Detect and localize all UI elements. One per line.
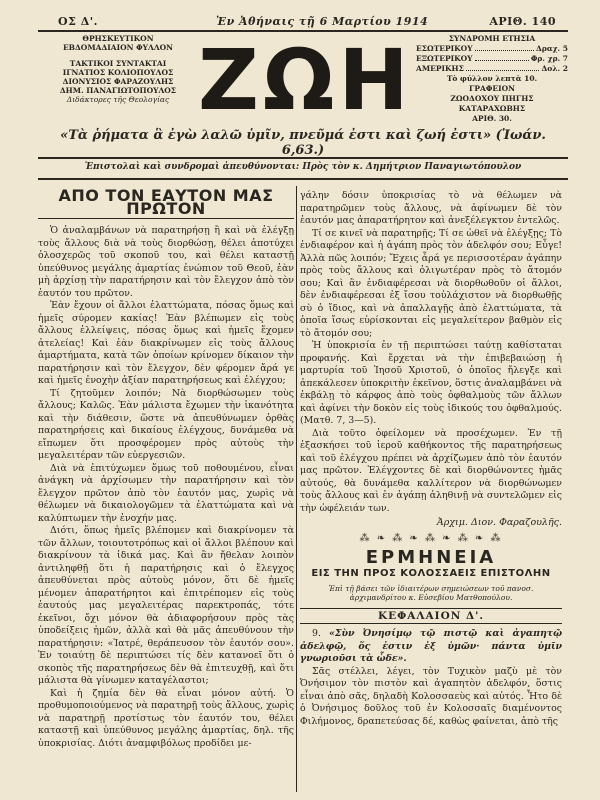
office-heading: ΓΡΑΦΕΙΟΝ bbox=[469, 84, 515, 93]
article-continuation: Ἡ ὑποκρισία ἐν τῇ περιπτώσει ταύτῃ καθίσταται προφανής. Καὶ ἔρχεται νὰ τὴν ἐπιβεβαιώσῃ ἡ μαρτυρία τοῦ Ἰησοῦ Χριστοῦ, ὁ ὁποῖος ἤλεγξε καὶ ἀπεκάλεσεν ὑποκριτὴν ἐκεῖνον, ὅστις ἀναλαμβάνει νὰ ἐκβάλῃ τὸ κάρφος ἀπὸ τοὺς ὀφθαλμοὺς τῶν ἄλλων καὶ ἀφίνει τὴν δοκὸν εἰς τοὺς ἰδικούς του ὀφθαλμούς. (Ματθ. 7, 3—5). bbox=[300, 340, 562, 426]
subscription-rate-row bbox=[416, 44, 568, 54]
editors-heading: ΤΑΚΤΙΚΟΙ ΣΥΝΤΑΚΤΑΙ bbox=[69, 59, 167, 68]
notice-rule bbox=[38, 178, 568, 180]
verse-text: «Σὺν Ὀνησίμῳ τῷ πιστῷ καὶ ἀγαπητῷ ἀδελφῷ, ὅς ἐστιν ἐξ ὑμῶν· πάντα ὑμῖν γνωριοῦσι τὰ ὧδε». bbox=[300, 628, 563, 664]
subscription-rate-row bbox=[416, 64, 568, 74]
editor-name: ΔΗΜ. ΠΑΝΑΓΙΩΤΟΠΟΥΛΟΣ bbox=[59, 86, 177, 95]
issue-number: ΑΡΙΘ. 140 bbox=[489, 15, 556, 28]
article-paragraph: Ἐὰν ἔχουν οἱ ἄλλοι ἐλαττώματα, πόσας ὅμως καὶ ἡμεῖς σύρομεν κακίας! Ἐὰν βλέπωμεν εἰς τοὺς ἄλλους ἐλλείψεις, πόσας ὅμως καὶ ἡμεῖς ἔχομεν ἀτελείας! Καὶ ἐὰν διακρίνωμεν εἰς τοὺς ἄλλους ἁμαρτήματα, κατὰ τῶν ὁποίων κρίνομεν δίκαιον τὴν παρατήρησιν καὶ τὸν ἔλεγχον, δὲν φέρομεν ἄρά γε καὶ ἡμεῖς ἐνοχὴν ἀξίαν παρατηρήσεως καὶ ἐλέγχου; bbox=[38, 300, 294, 386]
hermeneia-subtitle: ΕΙΣ ΤΗΝ ΠΡΟΣ ΚΟΛΟΣΣΑΕΙΣ ΕΠΙΣΤΟΛΗΝ bbox=[311, 568, 551, 579]
column-divider bbox=[296, 186, 297, 792]
masthead-right-block bbox=[416, 34, 568, 124]
paper-type-line1: ΘΡΗΣΚΕΥΤΙΚΟΝ bbox=[82, 34, 154, 43]
hermeneia-note: Ἐπὶ τῇ βάσει τῶν ἰδιαιτέρων σημειώσεων τοῦ πανοσ. ἀρχιμανδρίτου κ. Εὐσεβίου Ματθοπούλου. bbox=[328, 583, 534, 602]
header-rule bbox=[38, 157, 568, 159]
chapter-heading: ΚΕΦΑΛΑΙΟΝ Δ'. bbox=[300, 608, 562, 625]
masthead-left-block bbox=[38, 34, 198, 104]
article-continuation: Διὰ τοῦτο ὀφείλομεν νὰ προσέχωμεν. Ἐν τῇ ἐξασκήσει τοῦ ἱεροῦ καθήκοντος τῆς παρατηρήσεως καὶ τοῦ ἐλέγχου πρέπει νὰ ἀρχίζωμεν ἀπὸ τὸν ἑαυτόν μας πρῶτον. Ἐλέγχοντες δὲ καὶ διορθώνοντες ἡμᾶς αὐτούς, θὰ δυνάμεθα καλλίτερον νὰ διορθώνωμεν τοὺς ἄλλους καὶ ἐν ἀγάπῃ ἀληθινῇ νὰ συντελῶμεν εἰς τὴν ὠφέλειάν των. bbox=[300, 427, 562, 514]
subscription-heading: ΣΥΝΔΡΟΜΗ ΕΤΗΣΙΑ bbox=[448, 34, 536, 43]
article-paragraph: Διὰ νὰ ἐπιτύχωμεν ὅμως τοῦ ποθουμένου, εἶναι ἀνάγκη νὰ ἀρχίσωμεν τὴν παρατήρησιν καὶ τὸν ἔλεγχον πρῶτον ἀπὸ τὸν ἑαυτόν μας, χωρὶς νὰ θέλωμεν νὰ δικαιολογῶμεν τὰ ἐλαττώματα καὶ νὰ καλύπτωμεν τὴν ἐνοχήν μας. bbox=[38, 462, 294, 524]
sheet-price: Τὸ φύλλον λεπτὰ 10. bbox=[446, 74, 538, 83]
office-number: ΑΡΙΘ. 30. bbox=[472, 114, 512, 123]
article-continuation: Τί σε κινεῖ νὰ παρατηρῇς; Τί σε ὠθεῖ νὰ ἐλέγξῃς; Τὸ ἐνδιαφέρον καὶ ἡ ἀγάπη πρὸς τὸν ἀδελφόν σου; Εὖγε! Ἀλλὰ πῶς λοιπόν; Ἔχεις ἆρά γε περισσοτέραν ἀγάπην πρὸς τοὺς ἄλλους καὶ ὀλιγωτέραν πρὸς τὸ ἄτομόν σου; Καὶ ἂν ἐνδιαφέρεσαι νὰ διορθωθοῦν οἱ ἄλλοι, δὲν ἐνδιαφέρεσαι ἐξ ἴσου τοὐλάχιστον νὰ διορθωθῇς σὺ ὁ ἴδιος, καὶ νὰ ἀπαλλαγῇς ἀπὸ ἐλαττώματα, τὰ ὁποῖα ἴσως εὑρίσκονται εἰς μεγαλείτερον βαθμὸν εἰς τὸ ἄτομόν σου; bbox=[300, 227, 562, 339]
editor-name: ΙΓΝΑΤΙΟΣ ΚΟΛΙΟΠΟΥΛΟΣ bbox=[62, 68, 174, 77]
motto-quote: «Τὰ ῥήματα ἃ ἐγὼ λαλῶ ὑμῖν, πνεῦμά ἐστι καὶ ζωή ἐστι» (Ἰωάν. 6,63.) bbox=[60, 128, 546, 158]
article-paragraph: Καὶ ἡ ζημία δὲν θὰ εἶναι μόνον αὐτή. Ὁ προθυμοποιούμενος νὰ παρατηρῇ τοὺς ἄλλους, χωρὶς νὰ παρατηρῇ προτίστως τὸν ἑαυτόν του, θέλει καταστῇ καὶ ὑπεύθυνος μεγάλης ἁμαρτίας, δηλ. τῆς ὑποκρισίας. Διότι ἀναμφιβόλως προδίδει με- bbox=[38, 687, 294, 749]
verse-number: 9. bbox=[312, 628, 321, 639]
article-paragraph: Τί ζητοῦμεν λοιπόν; Νὰ διορθώσωμεν τοὺς ἄλλους; Καλῶς. Ἐὰν μάλιστα ἔχωμεν τὴν ἱκανότητα καὶ τὴν διάθεσιν, ὥστε νὰ ἀπευθύνωμεν ὀρθὰς παρατηρήσεις καὶ δικαίους ἐλέγχους, δυνάμεθα νὰ εἴπωμεν ὅτι προσφέρομεν πρὸς αὐτοὺς τὴν μεγαλειτέραν τῶν εὐεργεσιῶν. bbox=[38, 387, 294, 461]
rate-label: ΕΣΩΤΕΡΙΚΟΥ bbox=[416, 44, 473, 53]
article-left-column bbox=[38, 186, 294, 750]
verse-paragraph bbox=[300, 628, 562, 666]
rate-value: Δραχ. 5 bbox=[536, 44, 568, 53]
rate-value: Φρ. χρ. 7 bbox=[530, 54, 568, 63]
article-right-column bbox=[300, 190, 562, 728]
article-signature: Ἀρχιμ. Διον. Φαραζουλῆς. bbox=[436, 517, 562, 528]
subscription-rate-row bbox=[416, 54, 568, 64]
rate-value: Δολ. 2 bbox=[541, 64, 568, 73]
article-continuation: γάλην δόσιν ὑποκρισίας τὸ νὰ θέλωμεν νὰ παρατηρῶμεν τοὺς ἄλλους, νὰ ἀφίνωμεν δὲ τὸν ἑαυτόν μας ἀπαρατήρητον καὶ ἀνεξέλεγκτον ἐντελῶς. bbox=[300, 190, 562, 226]
hermeneia-title: ΕΡΜΗΝΕΙΑ bbox=[365, 547, 497, 568]
issue-label: ΟΣ Δ'. bbox=[58, 15, 98, 28]
top-header-line bbox=[38, 14, 568, 32]
ornamental-divider: ⁂ ❧ ⁂ ❧ ⁂ ❧ ⁂ ❧ ⁂ bbox=[359, 532, 503, 544]
dateline: Ἐν Ἀθήναις τῇ 6 Μαρτίου 1914 bbox=[216, 15, 429, 28]
rate-label: ΑΜΕΡΙΚΗΣ bbox=[416, 64, 464, 73]
article-paragraph: Ὁ ἀναλαμβάνων νὰ παρατηρήσῃ ἢ καὶ νὰ ἐλέγξῃ τοὺς ἄλλους διὰ νὰ τοὺς διορθώσῃ, θέλει ἀποτύχει ὁλοσχερῶς τοῦ σκοποῦ του, καὶ θέλει καταστῇ ὑπεύθυνος μεγάλης ἁμαρτίας ἐνώπιον τοῦ Θεοῦ, ἐὰν μὴ ἀρχίσῃ τὴν παρατήρησιν καὶ τὸν ἔλεγχον ἀπὸ τὸν ἑαυτόν του πρῶτον. bbox=[38, 225, 294, 299]
editors-note: Διδάκτορες τῆς Θεολογίας bbox=[66, 95, 170, 104]
office-address: ΖΩΟΔΟΧΟΥ ΠΗΓΗΣ ΚΑΤΑΡΑΧΩΒΗΣ bbox=[450, 94, 534, 113]
paper-type-line2: ΕΒΔΟΜΑΔΙΑΙΟΝ ΦΥΛΛΟΝ bbox=[62, 43, 174, 52]
correspondence-notice: Ἐπιστολαὶ καὶ συνδρομαὶ ἀπευθύνονται: Πρὸς τὸν κ. Δημήτριον Παναγιωτόπουλον bbox=[84, 162, 522, 172]
commentary-paragraph: Σᾶς στέλλει, λέγει, τὸν Τυχικὸν μαζὺ μὲ τὸν Ὀνήσιμον τὸν πιστὸν καὶ ἀγαπητὸν ἀδελφόν, ὅστις εἶναι ἀπὸ σᾶς, δηλαδὴ Κολοσσαεὺς καὶ αὐτός. Ἦτο δὲ ὁ Ὀνήσιμος δοῦλος τοῦ ἐν Κολοσσαῖς διαμένοντος Φιλήμονος, δραπετεύσας δέ, καθὼς φαίνεται, ἀπὸ τῆς bbox=[300, 665, 562, 727]
newspaper-title: ΖΩΗ bbox=[198, 31, 413, 129]
article-paragraph: Διότι, ὅπως ἡμεῖς βλέπομεν καὶ διακρίνομεν τὰ τῶν ἄλλων, τοιουτοτρόπως καὶ οἱ ἄλλοι βλέπουν καὶ διακρίνουν τὰ ἰδικά μας. Καὶ ἂν ἤθελαν λοιπὸν ἀντιληφθῇ ὅτι ἡ παρατήρησις καὶ ὁ ἔλεγχος ἀπευθύνεται πρὸς αὐτοὺς μόνον, ὅτι δὲ ἡμεῖς μένομεν ἀπαρατήρητοι καὶ ἐπιτρέπομεν εἰς τοὺς ἑαυτούς μας μεγαλειτέρας παρεκτροπάς, τότε ἐκεῖνοι, ὄχι μόνον θὰ ἀδιαφορήσουν πρὸς τὰς ὑποδείξεις ἡμῶν, ἀλλὰ καὶ θὰ μᾶς ἀπευθύνουν τὴν παρατήρησιν: «Ἰατρέ, θεράπευσον τὸν ἑαυτόν σου». Ἐν τοιαύτῃ δὲ περιπτώσει τίς δὲν κατανοεῖ ὅτι ὁ σκοπὸς τῆς παρατηρήσεως δὲν θὰ ἐπιτευχθῇ, καὶ ὅτι μάλιστα θὰ γίνωμεν καταγέλαστοι; bbox=[38, 525, 294, 686]
editor-name: ΔΙΟΝΥΣΙΟΣ ΦΑΡΑΖΟΥΛΗΣ bbox=[62, 77, 174, 86]
article-title: ΑΠΟ ΤΟΝ ΕΑΥΤΟΝ ΜΑΣ ΠΡΩΤΟΝ bbox=[38, 190, 294, 219]
rate-label: ΕΞΩΤΕΡΙΚΟΥ bbox=[416, 54, 473, 63]
